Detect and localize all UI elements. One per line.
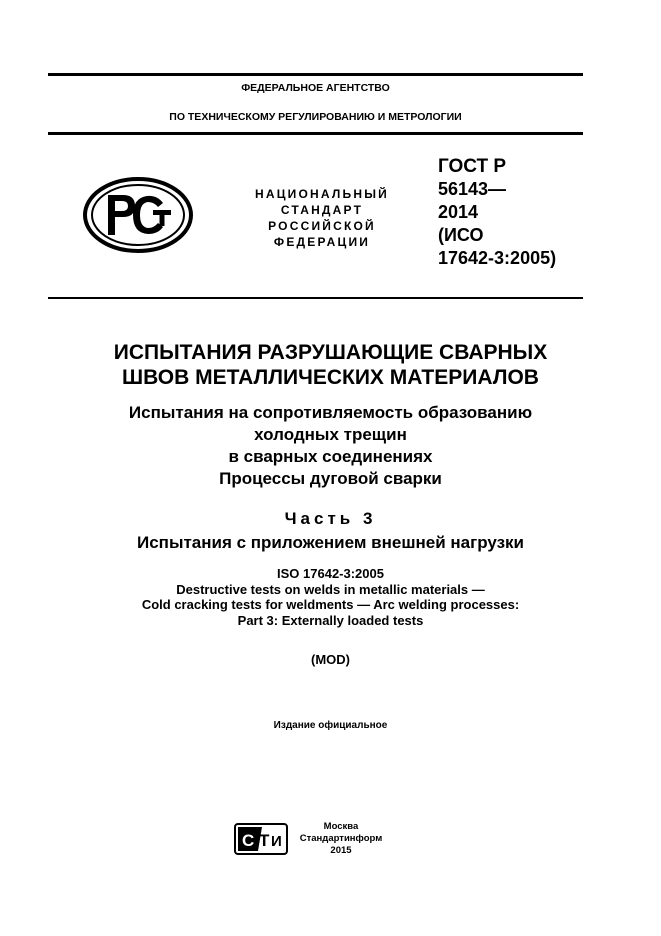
subtitle-line: Испытания на сопротивляемость образованию [128,403,533,422]
svg-text:Т: Т [259,831,270,850]
designation-line: 2014 [438,202,479,222]
publisher-info [296,821,386,857]
header-rule [48,132,583,135]
iso-line: Cold cracking tests for weldments — Arc welding processes: [141,597,520,612]
iso-line: Destructive tests on welds in metallic materials — [176,581,485,597]
title-line: ИСПЫТАНИЯ РАЗРУШАЮЩИЕ СВАРНЫХ [113,341,548,364]
svg-text:С: С [242,831,255,850]
standard-type-line: РОССИЙСКОЙ [268,219,376,233]
top-rule [48,73,583,76]
svg-text:И: И [271,833,282,850]
title-line: ШВОВ МЕТАЛЛИЧЕСКИХ МАТЕРИАЛОВ [122,366,539,389]
standard-designation [438,155,588,270]
document-title [0,340,661,390]
iso-line: Part 3: Externally loaded tests [237,612,424,628]
designation-line: 56143— [438,179,507,199]
publisher-year: 2015 [330,845,352,856]
standard-type-line: СТАНДАРТ [280,203,364,217]
edition-note: Издание официальное [273,720,388,731]
publisher-name: Стандартинформ [299,833,383,844]
standard-type-line: НАЦИОНАЛЬНЫЙ [254,187,390,201]
modification-note: (MOD) [311,652,350,667]
standard-type-line: ФЕДЕРАЦИИ [273,235,371,249]
designation-line: ГОСТ Р [438,156,507,177]
document-subtitle [0,402,661,490]
iso-line: ISO 17642-3:2005 [277,566,384,581]
standard-type [222,186,422,250]
designation-rule [48,297,583,299]
subtitle-line: в сварных соединениях [228,447,433,466]
subtitle-line: холодных трещин [254,425,407,444]
publisher-city: Москва [323,821,359,832]
agency-line-2: ПО ТЕХНИЧЕСКОМУ РЕГУЛИРОВАНИЮ И МЕТРОЛОГИИ [169,111,462,123]
designation-line: 17642-3:2005) [438,248,557,268]
part-label: Часть 3 [284,509,377,528]
agency-line-1: ФЕДЕРАЛЬНОЕ АГЕНТСТВО [241,82,390,94]
pct-logo-icon [83,177,193,253]
part-name: Испытания с приложением внешней нагрузки [137,533,524,552]
subtitle-line: Процессы дуговой сварки [219,469,442,488]
iso-reference [0,566,661,628]
standartinform-logo-icon [234,823,288,855]
designation-line: (ИСО [438,225,484,245]
